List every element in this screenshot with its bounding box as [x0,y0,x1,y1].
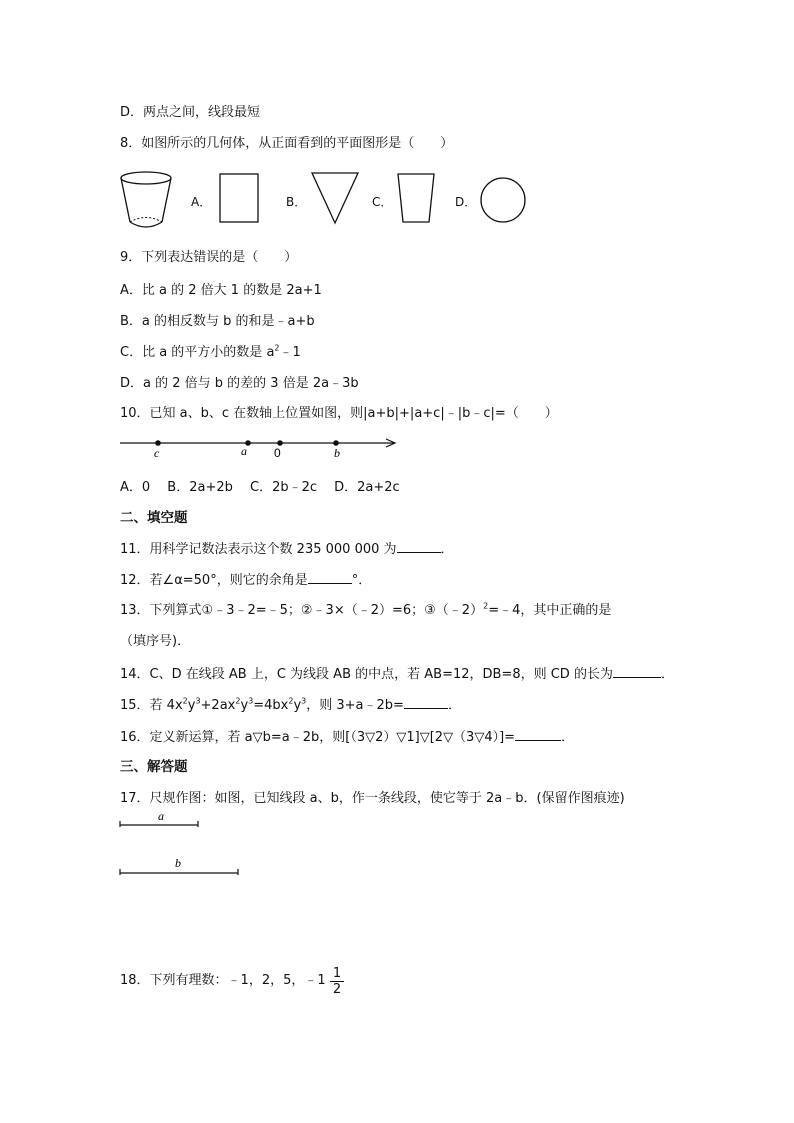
q9-stem: 9．下列表达错误的是（ ） [120,250,298,265]
point-c [155,440,161,446]
q15: 15．若 $4x^2y^3+2ax^2y^3=4bx^2y^3$，则 3+a﹣2b= ． [120,696,461,713]
q15-answer-blank[interactable] [404,696,448,709]
q8-stem: 8．如图所示的几何体，从正面看到的平面图形是（ ） [120,136,454,151]
q9-option-b: B．a 的相反数与 b 的和是﹣a+b [120,314,315,329]
q10-options: A．0 B．2a+2b C．2b﹣2c D．2a+2c [120,480,400,495]
axis-label-a: a [241,444,247,458]
q8-label-a: A． [191,195,212,209]
axis-label-c: c [154,446,160,460]
q8-label-d: D． [455,195,477,209]
section-solutions: 三、解答题 [120,759,188,775]
section-fill-in: 二、填空题 [120,510,188,526]
q11: 11．用科学记数法表示这个数 235 000 000 为 ． [120,542,454,557]
q14-answer-blank[interactable] [613,665,661,678]
q12-answer-blank[interactable] [308,571,352,584]
segment-a-figure [118,808,202,830]
q8-label-b: B． [286,195,307,209]
point-b [333,440,339,446]
q16-answer-blank[interactable] [515,728,561,741]
segment-b-label: b [175,856,181,870]
q7-option-d: D．两点之间，线段最短 [120,105,261,120]
q10-stem: 10．已知 a、b、c 在数轴上位置如图，则|a+b|+|a+c|﹣|b﹣c|=（ ） [120,406,558,421]
q12: 12．若∠α=50°，则它的余角是 °． [120,573,372,588]
axis-label-b: b [334,446,340,460]
q8-label-c: C． [372,195,393,209]
number-line [118,434,403,464]
q11-answer-blank[interactable] [397,540,441,553]
point-zero [277,440,283,446]
segment-a-label: a [158,809,164,823]
q18-stem: 18．下列有理数：﹣1，2，5，﹣1 [120,973,326,988]
q18-fraction [330,966,344,997]
q13-line2: （填序号)． [120,634,191,649]
rectangle-shape [218,172,260,224]
cup-solid-figure [116,170,176,232]
trapezoid-shape [396,172,436,224]
q14: 14．C、D 在线段 AB 上，C 为线段 AB 的中点，若 AB=12，DB=8，则 CD 的长为 ． [120,667,674,682]
q18-fraction-numerator: 1 [332,966,342,981]
q17-stem: 17．尺规作图：如图，已知线段 a、b，作一条线段，使它等于 2a﹣b．(保留作图痕迹) [120,791,625,806]
q9-option-a: A．比 a 的 2 倍大 1 的数是 2a+1 [120,283,322,298]
q13-line1: 13．下列算式①﹣3﹣2=﹣5；②﹣3×（﹣2）=6；③（﹣2）$^2$=﹣4，其中正确的是 [120,601,612,618]
segment-b-figure [118,855,242,877]
q18-fraction-denominator: 2 [332,982,342,997]
inverted-triangle-shape [310,171,360,225]
axis-label-zero: 0 [274,446,281,460]
q9-option-d: D．a 的 2 倍与 b 的差的 3 倍是 2a﹣3b [120,376,359,391]
q16: 16．定义新运算，若 a▽b=a﹣2b，则[（3▽2）▽1]▽[2▽（3▽4）]= ． [120,730,575,745]
q9-option-c: C．比 a 的平方小的数是 $a^2﹣1$ [120,343,301,360]
circle-shape [478,176,528,226]
